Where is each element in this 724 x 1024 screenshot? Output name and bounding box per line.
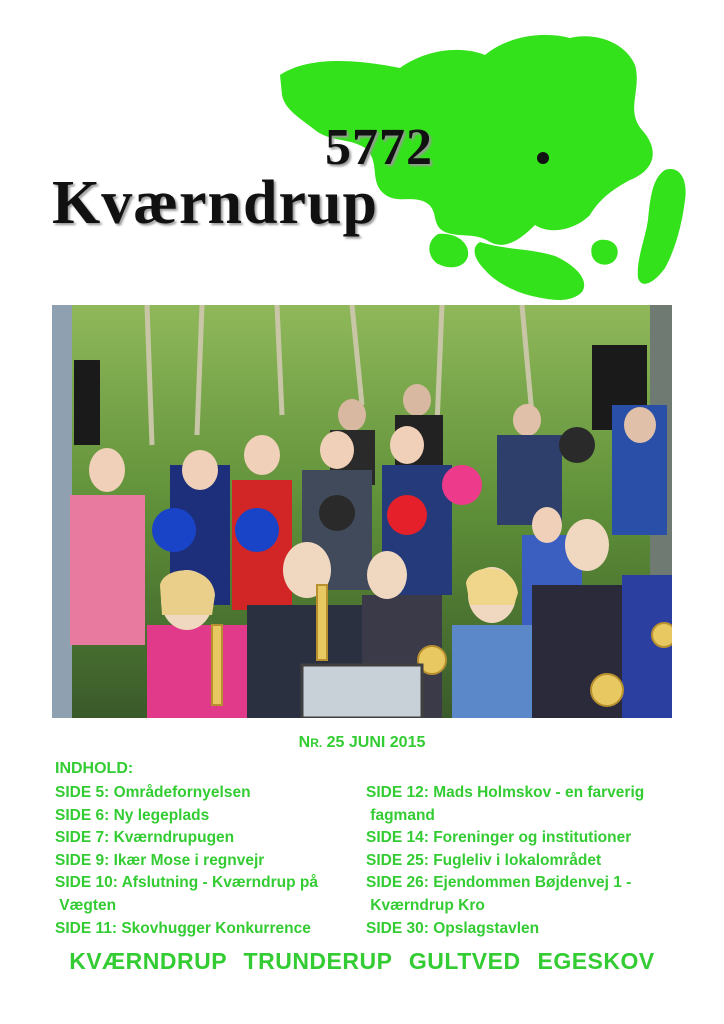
island-small-shape bbox=[591, 240, 617, 265]
footer-places: KVÆRNDRUP TRUNDERUP GULTVED EGESKOV bbox=[69, 948, 655, 974]
issue-prefix: N bbox=[298, 734, 311, 751]
island-west-shape bbox=[429, 234, 468, 268]
toc-entry: SIDE 10: Afslutning - Kværndrup på bbox=[55, 874, 318, 892]
toc-entry: SIDE 14: Foreninger og institutioner bbox=[366, 829, 632, 847]
toc-entry: SIDE 12: Mads Holmskov - en farverig bbox=[366, 784, 645, 801]
cover-photo-brass-band bbox=[52, 305, 672, 718]
toc-entry: SIDE 7: Kværndrupugen bbox=[55, 829, 235, 847]
toc-entry-continued: fagmand bbox=[366, 806, 435, 824]
toc-entry-continued: Vægten bbox=[55, 896, 117, 914]
toc-entry: SIDE 6: Ny legeplads bbox=[55, 806, 210, 824]
toc-left-column bbox=[55, 782, 355, 940]
stage-pillar bbox=[52, 305, 72, 718]
toc-entry: SIDE 30: Opslagstavlen bbox=[366, 919, 540, 937]
music-stand bbox=[302, 665, 422, 718]
island-south-shape bbox=[475, 242, 585, 300]
toc-entry-continued: Kværndrup Kro bbox=[366, 896, 485, 914]
issue-line bbox=[0, 734, 724, 752]
toc-right-column bbox=[366, 782, 686, 940]
postcode-title: 5772 bbox=[325, 119, 433, 176]
toc-entry: SIDE 25: Fugleliv i lokalområdet bbox=[366, 851, 602, 869]
speaker-left bbox=[74, 360, 100, 445]
toc-entry: SIDE 26: Ejendommen Bøjdenvej 1 - bbox=[366, 874, 632, 892]
issue-date: 25 JUNI 2015 bbox=[322, 734, 426, 751]
town-title: Kværndrup bbox=[52, 169, 378, 237]
toc-entry: SIDE 11: Skovhugger Konkurrence bbox=[55, 919, 311, 937]
toc-entry: SIDE 5: Områdefornyelsen bbox=[55, 784, 251, 801]
toc-heading: INDHOLD: bbox=[55, 760, 134, 777]
island-east-shape bbox=[638, 169, 686, 284]
issue-prefix-small: R. bbox=[310, 736, 323, 750]
masthead-dot bbox=[537, 152, 549, 164]
toc-entry: SIDE 9: Ikær Mose i regnvejr bbox=[55, 851, 265, 869]
